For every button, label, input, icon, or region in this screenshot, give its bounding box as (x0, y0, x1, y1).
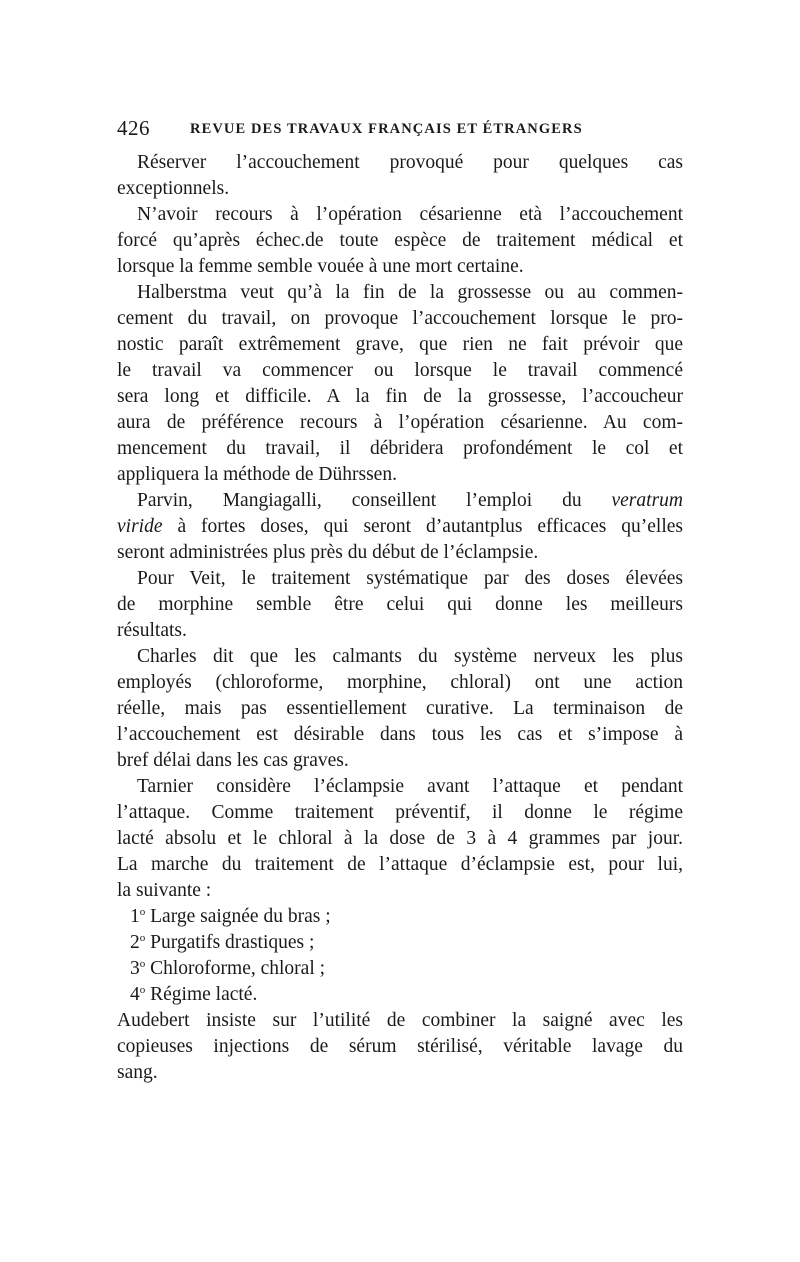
text-line: exceptionnels. (117, 178, 230, 199)
text-line: sang. (117, 1062, 158, 1083)
text-line: cement du travail, on provoque l’accouchement lorsque le pro- (117, 308, 683, 329)
text-run: à fortes doses, qui seront d’autantplus efficaces qu’elles (162, 516, 683, 537)
text-line: nostic paraît extrêmement grave, que rien ne fait prévoir que (117, 334, 683, 355)
text-line: l’accouchement est désirable dans tous les cas et s’impose à (117, 724, 683, 745)
paragraph-navoir-recours (117, 202, 683, 280)
paragraph-halberstma (117, 280, 683, 488)
text-line: la suivante : (117, 880, 212, 901)
paragraph-tarnier (117, 774, 683, 904)
text-line (117, 514, 683, 540)
text-line: appliquera la méthode de Dührssen. (117, 464, 397, 485)
text-line: lacté absolu et le chloral à la dose de 3 à 4 grammes par jour. (117, 828, 683, 849)
text-line: sera long et difficile. A la fin de la grossesse, l’accoucheur (117, 386, 683, 407)
body-text (117, 150, 683, 1086)
list-item: 3$^o$ Chloroforme, chloral ; (130, 958, 326, 979)
text-line: N’avoir recours à l’opération césarienne età l’accouchement (137, 204, 683, 225)
text-line: réelle, mais pas essentiellement curative. La terminaison de (117, 698, 683, 719)
text-line: Charles dit que les calmants du système nerveux les plus (137, 646, 683, 667)
text-line: La marche du traitement de l’attaque d’éclampsie est, pour lui, (117, 854, 683, 875)
text-line: employés (chloroforme, morphine, chloral) ont une action (117, 672, 683, 693)
text-line (117, 488, 683, 514)
text-line: seront administrées plus près du début de l’éclampsie. (117, 542, 539, 563)
list-item: 1$^o$ Large saignée du bras ; (130, 906, 331, 927)
page-header (117, 116, 683, 146)
list-item: 2$^o$ Purgatifs drastiques ; (130, 932, 315, 953)
text-line: Tarnier considère l’éclampsie avant l’attaque et pendant (137, 776, 683, 797)
text-line: Pour Veit, le traitement systématique par des doses élevées (137, 568, 683, 589)
text-line: le travail va commencer ou lorsque le travail commencé (117, 360, 683, 381)
text-line: résultats. (117, 620, 187, 641)
page-number: 426 (117, 116, 150, 140)
text-line: aura de préférence recours à l’opération césarienne. Au com- (117, 412, 683, 433)
text-line: copieuses injections de sérum stérilisé, véritable lavage du (117, 1036, 683, 1057)
text-line: Halberstma veut qu’à la fin de la grossesse ou au commen- (137, 282, 683, 303)
text-line: mencement du travail, il débridera profondément le col et (117, 438, 683, 459)
text-line: lorsque la femme semble vouée à une mort certaine. (117, 256, 524, 277)
text-line: Audebert insiste sur l’utilité de combiner la saigné avec les (117, 1010, 683, 1031)
paragraph-charles (117, 644, 683, 774)
italic-term: veratrum (611, 490, 683, 511)
paragraph-parvin (117, 488, 683, 566)
text-line: forcé qu’après échec.de toute espèce de traitement médical et (117, 230, 683, 251)
text-line: bref délai dans les cas graves. (117, 750, 349, 771)
italic-term: viride (117, 516, 163, 537)
treatment-list (117, 904, 683, 1008)
list-item: 4$^o$ Régime lacté. (130, 984, 258, 1005)
paragraph-reserver (117, 150, 683, 202)
text-line: l’attaque. Comme traitement préventif, il donne le régime (117, 802, 683, 823)
text-run: Parvin, Mangiagalli, conseillent l’emploi du (137, 490, 612, 511)
paragraph-veit (117, 566, 683, 644)
text-line: Réserver l’accouchement provoqué pour quelques cas (137, 152, 683, 173)
text-line: de morphine semble être celui qui donne les meilleurs (117, 594, 683, 615)
running-title: REVUE DES TRAVAUX FRANÇAIS ET ÉTRANGERS (190, 121, 583, 137)
paragraph-audebert (117, 1008, 683, 1086)
